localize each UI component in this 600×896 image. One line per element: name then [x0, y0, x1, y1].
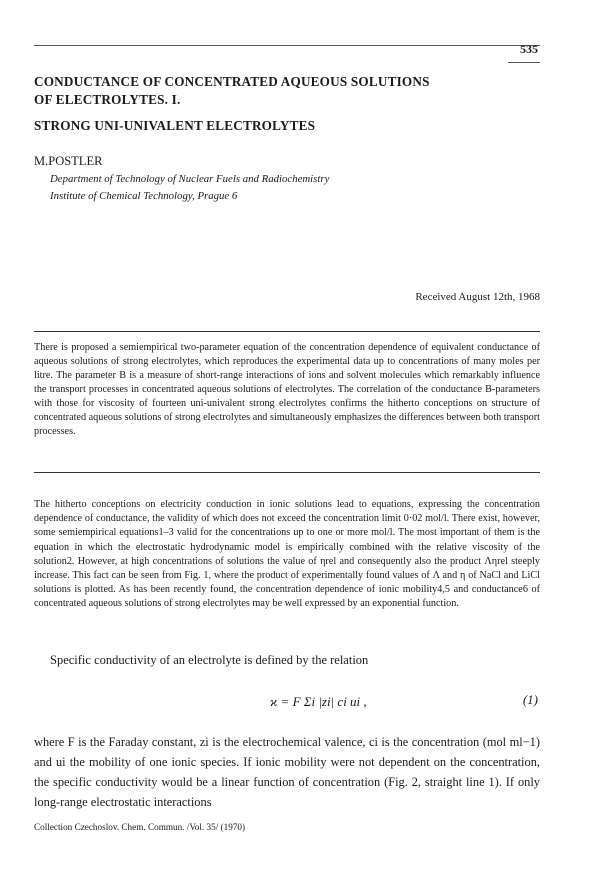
abstract-bottom-rule [34, 472, 540, 473]
title-line-1: CONDUCTANCE OF CONCENTRATED AQUEOUS SOLUTIONS [34, 74, 430, 89]
author: M.POSTLER [34, 154, 103, 168]
title-line-2: OF ELECTROLYTES. I. [34, 92, 181, 107]
specific-conductivity-line: Specific conductivity of an electrolyte is defined by the relation [50, 653, 369, 667]
affiliation-line-2: Institute of Chemical Technology, Prague 6 [50, 190, 238, 202]
footer-citation: Collection Czechoslov. Chem. Commun. /Vol. 35/ (1970) [34, 822, 246, 832]
received-date: Received August 12th, 1968 [415, 291, 540, 303]
header-rule [34, 45, 540, 46]
body-paragraph-1: The hitherto conceptions on electricity conduction in ionic solutions lead to equations, expressing the concentration dependence of conductance, the validity of which does not exceed the concentration limit 0·02 mol/l. There exist, however, some semiempirical equations1–3 valid for the concentrations up to one or more mol/l. The most important of them is the equation in which the electrostatic hydrodynamic model is empirically combined with the relative viscosity of the solution2. However, at high concentrations of solutions the value of ηrel and consequently also the product Ληrel steeply increase. This fact can be seen from Fig. 1, where the product of experimentally found values of Λ and η of NaCl and LiCl solutions is plotted. As has been recently found, the concentration dependence of ionic mobility4,5 and conductance6 of concentrated aqueous solutions of strong electrolytes may be well expressed by an exponential function. [34, 499, 540, 610]
equation-number: (1) [522, 692, 538, 707]
page-number: 535 [520, 42, 538, 56]
abstract: There is proposed a semiempirical two-parameter equation of the concentration dependence of equivalent conductance of aqueous solutions of strong electrolytes, which reproduces the experimental data up to concentrations of many moles per litre. The parameter B is a measure of short-range interactions of ions and solvent molecules which remarkably influence the transport processes in concentrated aqueous solutions of electrolytes. The correlation of the conductance B-parameters with those for viscosity of fourteen uni-univalent strong electrolytes confirms the hitherto conceptions on structure of concentrated aqueous solutions of strong electrolytes and simultaneously emphasizes the differences between both transport processes. [34, 342, 540, 438]
title-line-3: STRONG UNI-UNIVALENT ELECTROLYTES [34, 118, 316, 133]
body-paragraph-2: where F is the Faraday constant, zi is the electrochemical valence, ci is the concentration (mol ml−1) and ui the mobility of one ionic species. If ionic mobility were not dependent on the concentration, the specific conductivity would be a linear function of concentration (Fig. 2, straight line 1). If only long-range electrostatic interactions [34, 735, 540, 809]
abstract-top-rule [34, 331, 540, 332]
affiliation-line-1: Department of Technology of Nuclear Fuels and Radiochemistry [50, 173, 330, 185]
header-rule-right [508, 62, 540, 63]
equation: ϰ = F Σi |zi| ci ui , [270, 694, 367, 709]
